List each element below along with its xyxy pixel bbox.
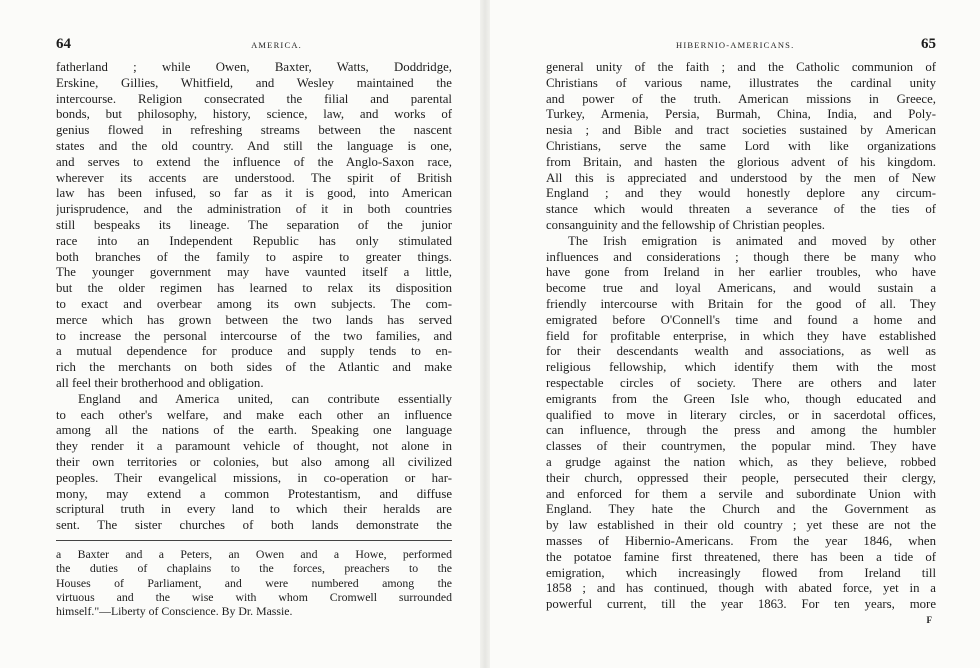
text-line: and serves to extend the influence of the Anglo-Saxon race, bbox=[56, 154, 452, 169]
text-line: genius flowed in refreshing streams between the nascent bbox=[56, 123, 452, 138]
left-body-text bbox=[56, 60, 452, 534]
text-line: consanguinity and the fellowship of Christian peoples. bbox=[546, 217, 825, 232]
footnote-divider bbox=[56, 540, 452, 541]
footnote-line: Houses of Parliament, and were numbered among the bbox=[56, 575, 452, 590]
text-line: peoples. Their evangelical missions, in co-operation or har- bbox=[56, 470, 452, 485]
footnote-line: virtuous and the wise with whom Cromwell surrounded bbox=[56, 590, 452, 605]
text-line: mony, may extend a common Protestantism, and diffuse bbox=[56, 486, 452, 501]
left-running-title: AMERICA. bbox=[251, 40, 302, 50]
text-line: bonds, but philosophy, history, science, law, and works of bbox=[56, 107, 452, 122]
text-line: and enforced for them a servile and subordinate Union with bbox=[546, 486, 936, 501]
text-line: to increase the personal intercourse of the two families, and bbox=[56, 328, 452, 343]
text-line: still bespeaks its lineage. The separation of the junior bbox=[56, 217, 452, 232]
text-line: emigrants from the Green Isle who, though educated and bbox=[546, 391, 936, 406]
text-line: their own territories or colonies, but also among all civilized bbox=[56, 454, 452, 469]
text-line: and power of the truth. American missions in Greece, bbox=[546, 91, 936, 106]
left-page-number: 64 bbox=[56, 36, 71, 52]
text-line: respectable circles of society. There are others and later bbox=[546, 375, 936, 390]
text-line: powerful current, till the year 1863. For ten years, more bbox=[546, 597, 936, 612]
text-line: influences and considerations ; though there be many who bbox=[546, 249, 936, 264]
text-line: The Irish emigration is animated and moved by other bbox=[568, 233, 936, 248]
text-line: merce which has grown between the two lands has served bbox=[56, 312, 452, 327]
text-line: their church, oppressed their people, persecuted their clergy, bbox=[546, 470, 936, 485]
text-line: among all the nations of the earth. Speaking one language bbox=[56, 423, 452, 438]
text-line: race into an Independent Republic has only stimulated bbox=[56, 233, 452, 248]
text-line: law has been infused, so far as it is good, into American bbox=[56, 186, 452, 201]
text-line: stance which would threaten a severance of the ties of bbox=[546, 202, 936, 217]
signature-mark: F bbox=[926, 614, 932, 625]
footnote-line: a Baxter and a Peters, an Owen and a Howe, performed bbox=[56, 546, 452, 561]
text-line: Christians, serve the same Lord with like organizations bbox=[546, 138, 936, 153]
text-line: field for profitable enterprise, in which they have established bbox=[546, 328, 936, 343]
text-line: both branches of the family to aspire to greater things. bbox=[56, 249, 452, 264]
text-line: for their descendants wealth and associations, as well as bbox=[546, 344, 936, 359]
text-line: by law established in their old country ; yet these are not the bbox=[546, 518, 936, 533]
text-line: Erskine, Gillies, Whitfield, and Wesley maintained the bbox=[56, 75, 452, 90]
text-line: have gone from Ireland in her earlier troubles, who have bbox=[546, 265, 936, 280]
left-page bbox=[0, 0, 480, 668]
right-page-number: 65 bbox=[921, 36, 936, 52]
text-line: sent. The sister churches of both lands demonstrate the bbox=[56, 518, 452, 533]
book-gutter bbox=[480, 0, 490, 668]
text-line: rich the merchants on both sides of the Atlantic and make bbox=[56, 360, 452, 375]
text-line: England ; and they would honestly deplore any circum- bbox=[546, 186, 936, 201]
text-line: nesia ; and Bible and tract societies sustained by American bbox=[546, 123, 936, 138]
right-body-text bbox=[546, 60, 936, 613]
text-line: masses of Hibernio-Americans. From the year 1846, when bbox=[546, 533, 936, 548]
text-line: they render it a paramount vehicle of thought, not alone in bbox=[56, 439, 452, 454]
text-line: jurisprudence, and the administration of it in both countries bbox=[56, 202, 452, 217]
text-line: from Britain, and hasten the glorious advent of his kingdom. bbox=[546, 154, 936, 169]
footnote-line: himself."—Liberty of Conscience. By Dr. Massie. bbox=[56, 604, 293, 619]
text-line: qualified to move in literary circles, or in sacerdotal offices, bbox=[546, 407, 936, 422]
text-line: all feel their brotherhood and obligation. bbox=[56, 375, 264, 390]
text-line: 1858 ; and has continued, though with abated force, yet in a bbox=[546, 581, 936, 596]
text-line: England. They hate the Church and the Government as bbox=[546, 502, 936, 517]
left-running-head bbox=[56, 36, 452, 60]
text-line: emigrated before O'Connell's time and found a home and bbox=[546, 312, 936, 327]
footnote-line: the duties of chaplains to the forces, preachers to the bbox=[56, 561, 452, 576]
right-running-head bbox=[546, 36, 936, 60]
text-line: a grudge against the nation which, as they believe, robbed bbox=[546, 454, 936, 469]
right-running-title: HIBERNIO-AMERICANS. bbox=[676, 40, 795, 50]
text-line: a mutual dependence for produce and supply tends to en- bbox=[56, 344, 452, 359]
left-footnote bbox=[56, 547, 452, 619]
text-line: Christians of various name, illustrates the cardinal unity bbox=[546, 75, 936, 90]
text-line: to exact and overbear among its own subjects. The com- bbox=[56, 296, 452, 311]
text-line: the potatoe famine first threatened, there has been a tide of bbox=[546, 549, 936, 564]
text-line: All this is appreciated and understood by the men of New bbox=[546, 170, 936, 185]
text-line: emigration, which increasingly flowed from Ireland till bbox=[546, 565, 936, 580]
text-line: friendly intercourse with Britain for the good of all. They bbox=[546, 296, 936, 311]
text-line: wherever its accents are understood. The spirit of British bbox=[56, 170, 452, 185]
text-line: religious fellowship, which identify them with the most bbox=[546, 360, 936, 375]
text-line: Turkey, Armenia, Persia, Burmah, China, India, and Poly- bbox=[546, 107, 936, 122]
text-line: but the older regimen has learned to relax its disposition bbox=[56, 281, 452, 296]
text-line: general unity of the faith ; and the Catholic communion of bbox=[546, 60, 936, 74]
text-line: England and America united, can contribute essentially bbox=[78, 391, 452, 406]
right-page bbox=[490, 0, 980, 668]
text-line: to each other's welfare, and make each other an influence bbox=[56, 407, 452, 422]
text-line: scriptural truth in every land to which their heralds are bbox=[56, 502, 452, 517]
text-line: The younger government may have vaunted itself a little, bbox=[56, 265, 452, 280]
text-line: classes of their countrymen, the popular mind. They have bbox=[546, 439, 936, 454]
text-line: states and the old country. And still the language is one, bbox=[56, 138, 452, 153]
text-line: can influence, through the press and among the humbler bbox=[546, 423, 936, 438]
text-line: become true and loyal Americans, and would sustain a bbox=[546, 281, 936, 296]
text-line: intercourse. Religion consecrated the filial and parental bbox=[56, 91, 452, 106]
text-line: fatherland ; while Owen, Baxter, Watts, Doddridge, bbox=[56, 60, 452, 74]
